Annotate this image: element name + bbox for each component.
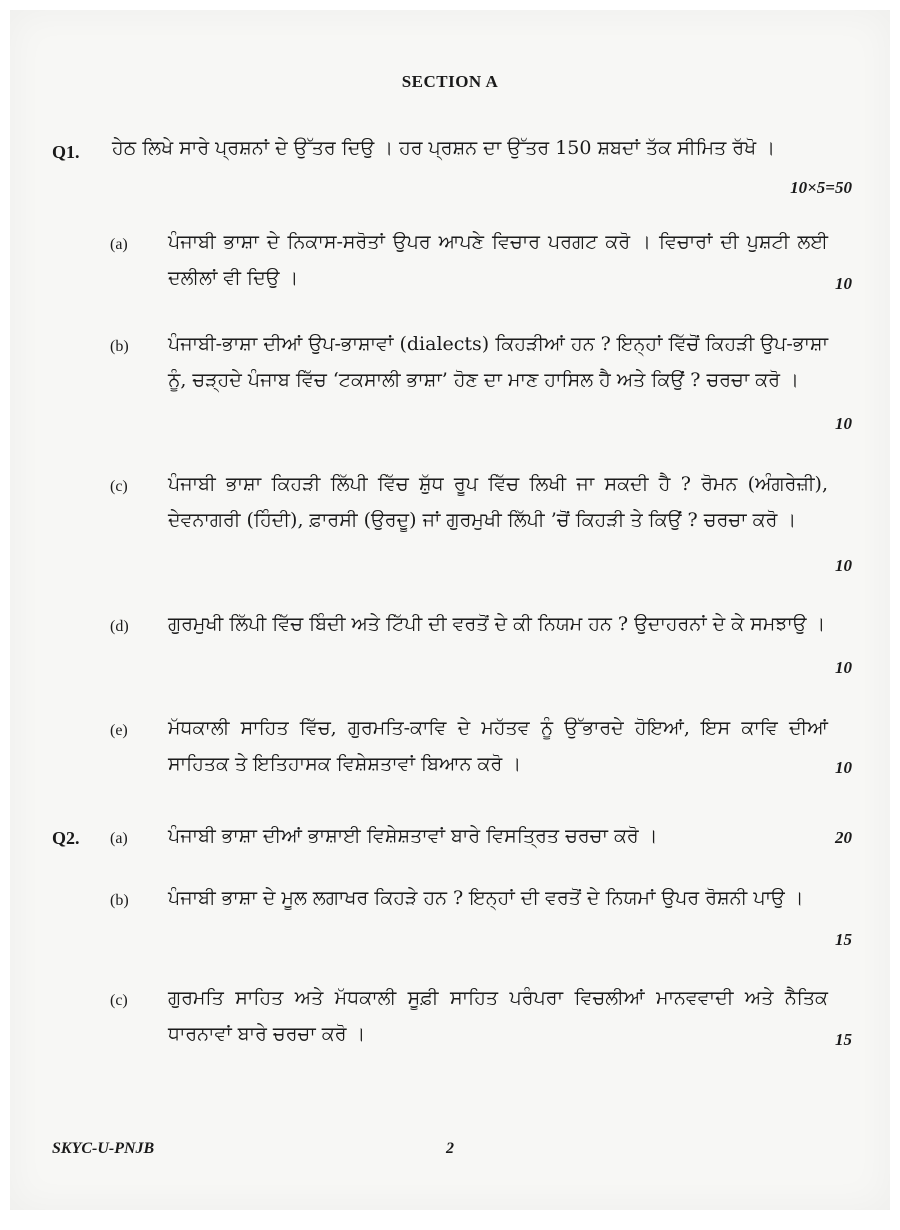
q1-total-marks: 10×5=50 — [790, 178, 852, 197]
q1e-marks: 10 — [835, 758, 852, 777]
q2c-marks: 15 — [835, 1030, 852, 1049]
q1a-label: (a) — [110, 236, 128, 253]
q1e-text: ਮੱਧਕਾਲੀ ਸਾਹਿਤ ਵਿੱਚ, ਗੁਰਮਤਿ-ਕਾਵਿ ਦੇ ਮਹੱਤਵ ਨੂੰ ਉੱਭਾਰਦੇ ਹੋਇਆਂ, ਇਸ ਕਾਵਿ ਦੀਆਂ ਸਾਹਿਤਕ ਤੇ ਇਤਿਹਾਸਕ ਵਿਸ਼ੇਸ਼ਤਾਵਾਂ ਬਿਆਨ ਕਰੋ । — [168, 717, 828, 775]
paper-code: SKYC-U-PNJB — [52, 1140, 155, 1157]
q2c-text: ਗੁਰਮਤਿ ਸਾਹਿਤ ਅਤੇ ਮੱਧਕਾਲੀ ਸੂਫ਼ੀ ਸਾਹਿਤ ਪਰੰਪਰਾ ਵਿਚਲੀਆਂ ਮਾਨਵਵਾਦੀ ਅਤੇ ਨੈਤਿਕ ਧਾਰਨਾਵਾਂ ਬਾਰੇ ਚਰਚਾ ਕਰੋ । — [168, 987, 828, 1045]
question-number-q2: Q2. — [52, 828, 80, 848]
q1b-marks: 10 — [835, 414, 852, 433]
q1b-text: ਪੰਜਾਬੀ-ਭਾਸ਼ਾ ਦੀਆਂ ਉਪ-ਭਾਸ਼ਾਵਾਂ (dialects) ਕਿਹੜੀਆਂ ਹਨ ? ਇਨ੍ਹਾਂ ਵਿੱਚੋਂ ਕਿਹੜੀ ਉਪ-ਭਾਸ਼ਾ ਨੂੰ, ਚੜ੍ਹਦੇ ਪੰਜਾਬ ਵਿੱਚ ‘ਟਕਸਾਲੀ ਭਾਸ਼ਾ’ ਹੋਣ ਦਾ ਮਾਣ ਹਾਸਿਲ ਹੈ ਅਤੇ ਕਿਉਂ ? ਚਰਚਾ ਕਰੋ । — [168, 333, 828, 391]
question-number-q1: Q1. — [52, 142, 80, 162]
q2b-marks: 15 — [835, 930, 852, 949]
q1-instruction: ਹੇਠ ਲਿਖੇ ਸਾਰੇ ਪ੍ਰਸ਼ਨਾਂ ਦੇ ਉੱਤਰ ਦਿਉ । ਹਰ ਪ੍ਰਸ਼ਨ ਦਾ ਉੱਤਰ 150 ਸ਼ਬਦਾਂ ਤੱਕ ਸੀਮਿਤ ਰੱਖੋ । — [112, 137, 776, 159]
q2a-label: (a) — [110, 830, 128, 847]
q2b-text: ਪੰਜਾਬੀ ਭਾਸ਼ਾ ਦੇ ਮੂਲ ਲਗਾਖਰ ਕਿਹੜੇ ਹਨ ? ਇਨ੍ਹਾਂ ਦੀ ਵਰਤੋਂ ਦੇ ਨਿਯਮਾਂ ਉਪਰ ਰੋਸ਼ਨੀ ਪਾਉ । — [168, 887, 804, 909]
q2a-marks: 20 — [835, 828, 852, 847]
q1b-label: (b) — [110, 338, 129, 355]
q1d-text: ਗੁਰਮੁਖੀ ਲਿੱਪੀ ਵਿੱਚ ਬਿੰਦੀ ਅਤੇ ਟਿੱਪੀ ਦੀ ਵਰਤੋਂ ਦੇ ਕੀ ਨਿਯਮ ਹਨ ? ਉਦਾਹਰਨਾਂ ਦੇ ਕੇ ਸਮਝਾਉ । — [168, 613, 826, 635]
q1a-text: ਪੰਜਾਬੀ ਭਾਸ਼ਾ ਦੇ ਨਿਕਾਸ-ਸਰੋਤਾਂ ਉਪਰ ਆਪਣੇ ਵਿਚਾਰ ਪਰਗਟ ਕਰੋ । ਵਿਚਾਰਾਂ ਦੀ ਪੁਸ਼ਟੀ ਲਈ ਦਲੀਲਾਂ ਵੀ ਦਿਉ । — [168, 231, 828, 289]
q1a-marks: 10 — [835, 274, 852, 293]
q1c-marks: 10 — [835, 556, 852, 575]
q2c-label: (c) — [110, 992, 128, 1009]
q2b-label: (b) — [110, 892, 129, 909]
page-number: 2 — [446, 1140, 454, 1157]
q1d-marks: 10 — [835, 658, 852, 677]
q1c-label: (c) — [110, 478, 128, 495]
section-title: SECTION A — [401, 72, 499, 91]
q2a-text: ਪੰਜਾਬੀ ਭਾਸ਼ਾ ਦੀਆਂ ਭਾਸ਼ਾਈ ਵਿਸ਼ੇਸ਼ਤਾਵਾਂ ਬਾਰੇ ਵਿਸਤ੍ਰਿਤ ਚਰਚਾ ਕਰੋ । — [168, 825, 658, 847]
exam-page — [10, 10, 890, 1210]
q1c-text: ਪੰਜਾਬੀ ਭਾਸ਼ਾ ਕਿਹੜੀ ਲਿੱਪੀ ਵਿੱਚ ਸ਼ੁੱਧ ਰੂਪ ਵਿੱਚ ਲਿਖੀ ਜਾ ਸਕਦੀ ਹੈ ? ਰੋਮਨ (ਅੰਗਰੇਜ਼ੀ), ਦੇਵਨਾਗਰੀ (ਹਿੰਦੀ), ਫ਼ਾਰਸੀ (ਉਰਦੂ) ਜਾਂ ਗੁਰਮੁਖੀ ਲਿੱਪੀ ’ਚੋਂ ਕਿਹੜੀ ਤੇ ਕਿਉਂ ? ਚਰਚਾ ਕਰੋ । — [168, 473, 828, 531]
q1e-label: (e) — [110, 722, 128, 739]
q1d-label: (d) — [110, 618, 129, 635]
